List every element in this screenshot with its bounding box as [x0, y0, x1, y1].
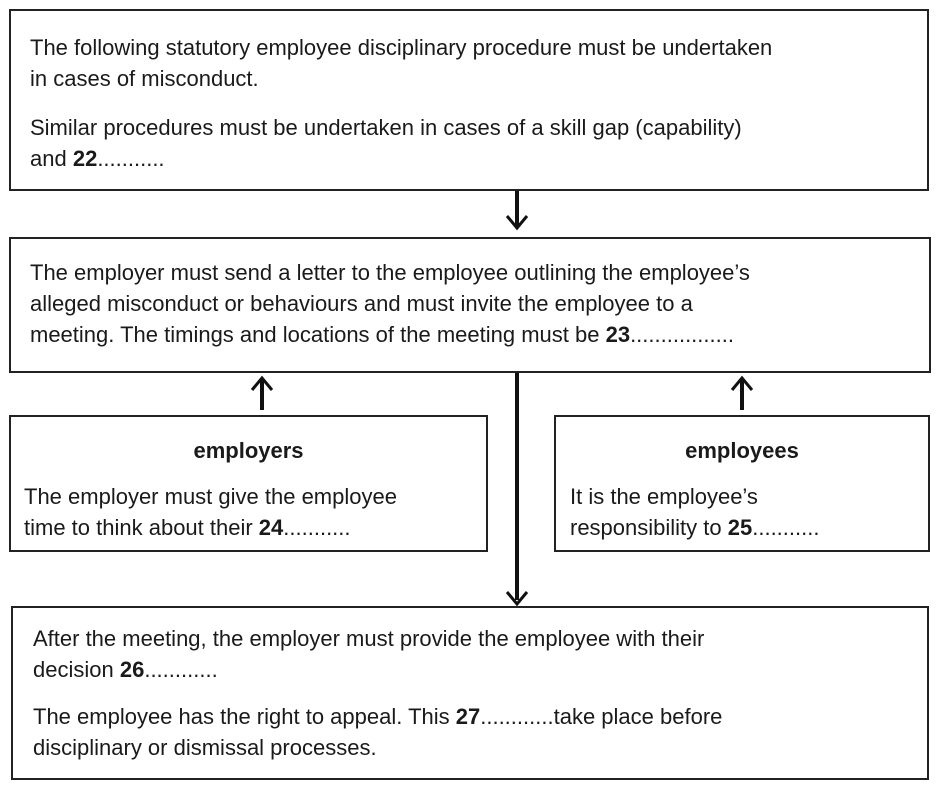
gap-25-number: 25: [727, 515, 753, 540]
intro-prefix: and: [30, 146, 73, 171]
employees-heading: employees: [685, 438, 799, 463]
gap-24-number: 24: [258, 515, 284, 540]
gap-25-blank[interactable]: ...........: [752, 515, 820, 540]
gap-22-number: 22: [72, 146, 98, 171]
employers-prefix: time to think about their: [24, 515, 259, 540]
appeal-suffix: take place before: [553, 704, 723, 729]
intro-line-1: The following statutory employee disciplinary procedure must be undertaken: [30, 35, 773, 60]
decision-line-2: [33, 654, 218, 685]
employees-prefix: responsibility to: [570, 515, 728, 540]
decision-prefix: decision: [33, 657, 120, 682]
gap-24-blank[interactable]: ...........: [283, 515, 351, 540]
intro-line-2: in cases of misconduct.: [30, 66, 259, 91]
employees-line-1: It is the employee’s: [570, 484, 758, 509]
gap-22-blank[interactable]: ...........: [97, 146, 165, 171]
intro-line-3: Similar procedures must be undertaken in cases of a skill gap (capability): [30, 115, 742, 140]
letter-line-2: alleged misconduct or behaviours and must invite the employee to a: [30, 291, 693, 316]
gap-26-blank[interactable]: ............: [144, 657, 218, 682]
decision-line-1: After the meeting, the employer must provide the employee with their: [33, 626, 705, 651]
gap-23-blank[interactable]: .................: [630, 322, 734, 347]
appeal-prefix: The employee has the right to appeal. This: [33, 704, 456, 729]
letter-prefix: meeting. The timings and locations of the meeting must be: [30, 322, 606, 347]
gap-23-number: 23: [605, 322, 631, 347]
gap-27-blank[interactable]: ............: [480, 704, 554, 729]
employees-line-2: [570, 512, 819, 543]
appeal-line-1: [33, 701, 722, 732]
appeal-line-2: disciplinary or dismissal processes.: [33, 735, 377, 760]
employers-line-2: [24, 512, 351, 543]
employers-heading: employers: [193, 438, 304, 463]
gap-27-number: 27: [455, 704, 481, 729]
employers-line-1: The employer must give the employee: [24, 484, 397, 509]
letter-line-3: [30, 319, 734, 350]
gap-26-number: 26: [119, 657, 145, 682]
intro-line-4: [30, 143, 165, 174]
letter-line-1: The employer must send a letter to the employee outlining the employee’s: [30, 260, 750, 285]
